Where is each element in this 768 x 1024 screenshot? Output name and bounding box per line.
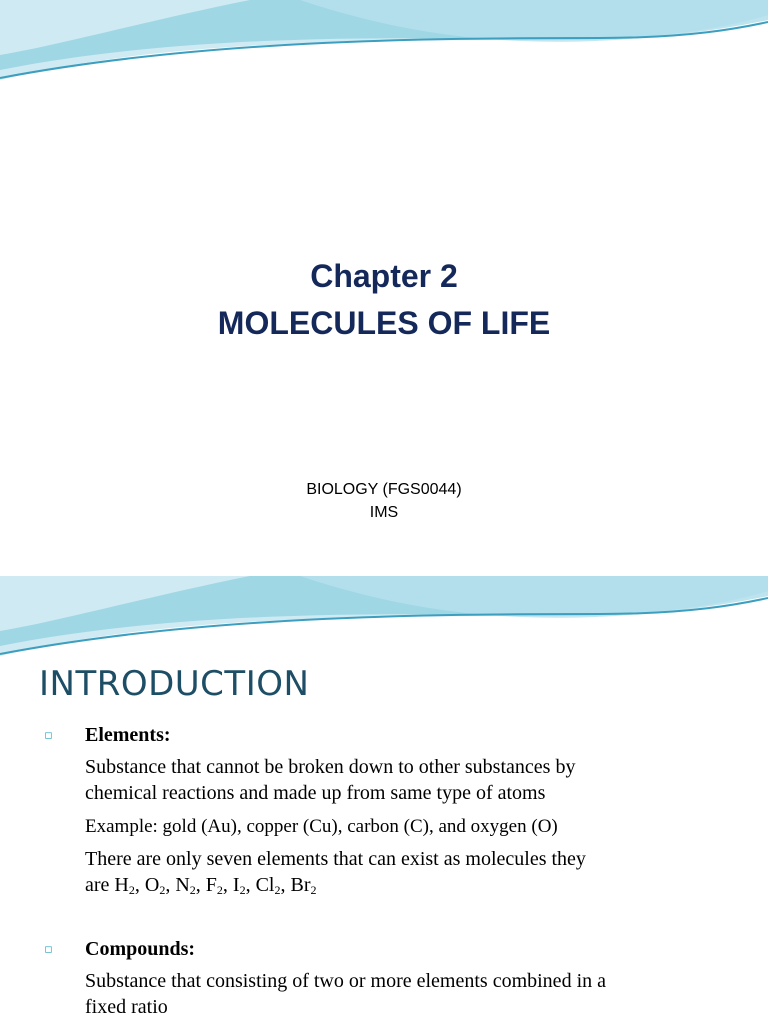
elements-example: Example: gold (Au), copper (Cu), carbon (C), and oxygen (O) bbox=[85, 816, 558, 837]
molecule-subscript: 2 bbox=[189, 883, 196, 897]
wave-decoration bbox=[0, 0, 768, 110]
molecule-formula bbox=[175, 874, 195, 896]
molecule-symbol: F bbox=[205, 874, 217, 896]
slide-title: MOLECULES OF LIFE bbox=[217, 305, 551, 341]
content-slide bbox=[0, 576, 768, 1024]
elements-definition-line1: Substance that cannot be broken down to other substances by bbox=[85, 756, 576, 778]
molecule-formula bbox=[256, 874, 281, 896]
molecule-formula bbox=[206, 874, 223, 896]
elements-label: Elements: bbox=[85, 724, 171, 746]
molecule-subscript: 2 bbox=[128, 883, 135, 897]
molecule-symbol: Cl bbox=[255, 874, 275, 896]
molecule-subscript: 2 bbox=[310, 883, 317, 897]
course-label: BIOLOGY (FGS0044) bbox=[306, 481, 462, 498]
molecule-formula bbox=[290, 874, 316, 896]
square-bullet-icon: ▫ bbox=[44, 728, 53, 743]
elements-definition-line2: chemical reactions and made up from same type of atoms bbox=[85, 782, 546, 804]
molecule-subscript: 2 bbox=[216, 883, 223, 897]
compounds-label: Compounds: bbox=[85, 938, 196, 960]
chapter-title: Chapter 2 bbox=[310, 258, 458, 294]
molecule-formula bbox=[145, 874, 165, 896]
compounds-definition-line2: fixed ratio bbox=[85, 996, 168, 1018]
seven-elements-line1: There are only seven elements that can exist as molecules they bbox=[85, 848, 586, 870]
molecule-formula bbox=[233, 874, 246, 896]
seven-elements-prefix: are bbox=[85, 874, 115, 896]
org-label: IMS bbox=[369, 504, 399, 521]
seven-elements-line2: are $H_2$, $O_2$, $N_2$, $F_2$, $I_2$, $Cl_2$, $Br_2$ bbox=[85, 874, 317, 897]
molecule-symbol: I bbox=[232, 874, 240, 896]
molecule-symbol: H bbox=[114, 874, 129, 896]
molecule-symbol: N bbox=[175, 874, 190, 896]
molecule-formula bbox=[114, 874, 134, 896]
molecule-symbol: Br bbox=[290, 874, 311, 896]
molecule-subscript: 2 bbox=[239, 883, 246, 897]
molecule-subscript: 2 bbox=[274, 883, 281, 897]
square-bullet-icon: ▫ bbox=[44, 942, 53, 957]
compounds-definition-line1: Substance that consisting of two or more elements combined in a bbox=[85, 970, 606, 992]
molecule-symbol: O bbox=[144, 874, 160, 896]
section-heading: INTRODUCTION bbox=[39, 664, 310, 704]
molecule-subscript: 2 bbox=[159, 883, 166, 897]
